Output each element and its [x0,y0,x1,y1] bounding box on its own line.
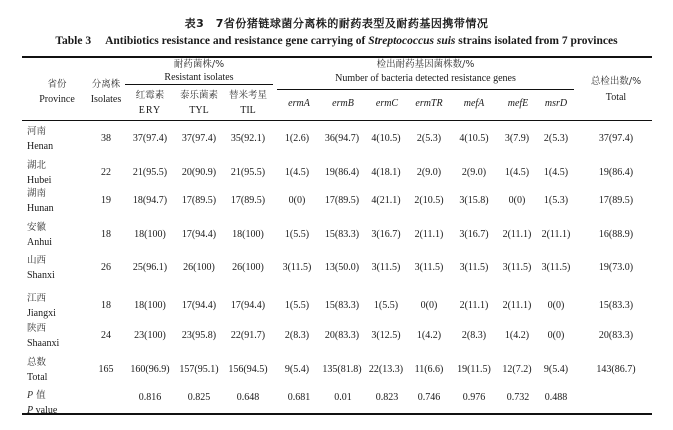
cell-isolates: 38 [101,133,111,144]
province-cn: 山西 [27,255,47,266]
header-gene-msrD: msrD [544,98,568,109]
cell-ermC: 22(13.3) [368,364,404,375]
cell-mefA: 3(15.8) [459,195,489,206]
cell-total: 15(83.3) [598,300,634,311]
province-cn: 湖南 [27,188,47,199]
cell-mefA: 3(11.5) [459,262,489,273]
cell-msrD: 1(4.5) [543,167,569,178]
cell-ermC: 3(11.5) [371,262,401,273]
cell-ery: 160(96.9) [130,364,170,375]
cell-tyl: 17(89.5) [181,195,217,206]
cell-ermTR: 2(5.3) [416,133,442,144]
pvalue-ermC: 0.823 [375,392,399,403]
province-cell [27,321,59,351]
cell-ermC: 4(18.1) [371,167,401,178]
cell-tyl: 26(100) [183,262,215,273]
header-gene-ermA: ermA [288,98,310,109]
cell-ermTR: 2(11.1) [414,229,444,240]
cell-mefE: 2(11.1) [502,300,532,311]
cell-ermA: 9(5.4) [284,364,310,375]
province-cn: 湖北 [27,160,47,171]
cell-ermTR: 11(6.6) [414,364,444,375]
cell-isolates: 24 [101,330,111,341]
header-gene-ermC: ermC [375,98,399,109]
pvalue-til: 0.648 [236,392,260,403]
pvalue-ermTR: 0.746 [417,392,441,403]
cell-ermTR: 0(0) [420,300,438,311]
cell-mefE: 3(7.9) [504,133,530,144]
province-cell [27,291,56,321]
header-province-en: Province [39,94,75,105]
pvalue-ermB: 0.01 [334,392,352,403]
cell-ermC: 4(21.1) [371,195,401,206]
cell-ermTR: 3(11.5) [414,262,444,273]
province-en: Hunan [27,203,54,214]
province-cn: 安徽 [27,222,47,233]
cell-isolates: 19 [101,195,111,206]
cell-mefA: 2(11.1) [459,300,489,311]
cell-mefE: 0(0) [508,195,526,206]
header-genes-en: Number of bacteria detected resistance genes [335,73,516,84]
header-drug-tyl-cn: 泰乐菌素 [179,90,218,101]
province-en: Anhui [27,237,52,248]
cell-ermA: 1(5.5) [284,300,310,311]
header-total-cn: 总检出数/% [590,76,642,87]
pvalue-label-en: value [35,405,58,416]
cell-msrD: 0(0) [547,330,565,341]
cell-msrD: 3(11.5) [541,262,571,273]
header-drug-til-cn: 替米考星 [228,90,267,101]
cell-ermC: 4(10.5) [371,133,401,144]
header-drug-ery-cn: 红霉素 [135,90,165,101]
cell-ermA: 1(5.5) [284,229,310,240]
cell-ermA: 1(4.5) [284,167,310,178]
cell-isolates: 22 [101,167,111,178]
cell-total: 17(89.5) [598,195,634,206]
header-genes-cn: 检出耐药基因菌株数/% [376,59,475,70]
cell-ermA: 2(8.3) [284,330,310,341]
header-gene-ermTR: ermTR [415,98,443,109]
pvalue-p-en: P [27,405,34,416]
province-cell [27,186,54,216]
header-isolates-en: Isolates [90,94,122,105]
table-caption-en [0,35,673,47]
header-total-en: Total [605,92,627,103]
province-en: Total [27,372,48,383]
province-en: Hubei [27,175,52,186]
cell-total: 20(83.3) [598,330,634,341]
cell-isolates: 26 [101,262,111,273]
bottom-rule [22,413,652,415]
pvalue-ermA: 0.681 [287,392,311,403]
cell-ery: 37(97.4) [132,133,168,144]
cell-ermTR: 1(4.2) [416,330,442,341]
province-cell [27,158,51,188]
cell-ermA: 3(11.5) [282,262,312,273]
cell-msrD: 2(5.3) [543,133,569,144]
cell-ermB: 15(83.3) [324,300,360,311]
header-gene-mefE: mefE [507,98,529,109]
cell-ermTR: 2(10.5) [414,195,444,206]
pvalue-mefE: 0.732 [506,392,530,403]
caption-label: Table 3 [55,35,92,47]
cell-tyl: 157(95.1) [179,364,219,375]
province-en: Jiangxi [27,308,56,319]
cell-til: 26(100) [232,262,264,273]
cell-til: 22(91.7) [230,330,266,341]
province-cn: 河南 [27,126,47,137]
pvalue-p: P [27,390,34,401]
header-drug-til-en: TIL [240,105,256,116]
header-gene-mefA: mefA [463,98,485,109]
cell-total: 143(86.7) [596,364,636,375]
cell-ery: 23(100) [134,330,166,341]
caption-text-after: strains isolated from 7 provinces [455,35,618,47]
cell-ery: 18(100) [134,300,166,311]
cell-ermB: 36(94.7) [324,133,360,144]
province-cell [27,253,55,283]
cell-ery: 18(100) [134,229,166,240]
cell-msrD: 1(5.3) [543,195,569,206]
cell-mefE: 2(11.1) [502,229,532,240]
cell-mefE: 3(11.5) [502,262,532,273]
province-cn: 总数 [27,357,47,368]
cell-ermTR: 2(9.0) [416,167,442,178]
province-cell [27,220,52,250]
cell-tyl: 17(94.4) [181,229,217,240]
cell-ermB: 13(50.0) [324,262,360,273]
cell-til: 21(95.5) [230,167,266,178]
cell-mefA: 2(9.0) [461,167,487,178]
province-cn: 陕西 [27,323,47,334]
header-isolates-cn: 分离株 [91,79,121,90]
cell-msrD: 0(0) [547,300,565,311]
cell-ery: 25(96.1) [132,262,168,273]
cell-ery: 18(94.7) [132,195,168,206]
province-cn: 江西 [27,293,47,304]
cell-tyl: 23(95.8) [181,330,217,341]
pvalue-label [27,388,57,418]
cell-ermB: 19(86.4) [324,167,360,178]
caption-species: Streptococcus suis [368,35,456,47]
cell-msrD: 2(11.1) [541,229,571,240]
caption-text-before: Antibiotics resistance and resistance gene carrying of [105,35,369,47]
header-province-cn: 省份 [47,79,67,90]
cell-mefA: 19(11.5) [457,364,491,375]
cell-ermB: 20(83.3) [324,330,360,341]
province-en: Henan [27,141,54,152]
table-caption-cn: 表3 7省份猪链球菌分离株的耐药表型及耐药基因携带情况 [184,17,489,30]
cell-mefE: 12(7.2) [502,364,532,375]
pvalue-msrD: 0.488 [544,392,568,403]
header-resistant-en: Resistant isolates [164,72,234,83]
header-drug-ery-en: ERY [138,105,162,116]
cell-ermB: 15(83.3) [324,229,360,240]
cell-ermC: 3(12.5) [371,330,401,341]
cell-msrD: 9(5.4) [543,364,569,375]
cell-ermC: 3(16.7) [371,229,401,240]
cell-isolates: 18 [101,300,111,311]
cell-isolates: 18 [101,229,111,240]
header-drug-tyl-en: TYL [189,105,209,116]
header-bottom-rule [22,120,652,121]
pvalue-ery: 0.816 [138,392,162,403]
cell-mefA: 3(16.7) [459,229,489,240]
cell-ermB: 17(89.5) [324,195,360,206]
cell-tyl: 37(97.4) [181,133,217,144]
cell-mefE: 1(4.2) [504,330,530,341]
cell-til: 17(94.4) [230,300,266,311]
cell-isolates: 165 [98,364,114,375]
cell-ermB: 135(81.8) [322,364,362,375]
pvalue-tyl: 0.825 [187,392,211,403]
header-resistant-cn: 耐药菌株/% [173,59,225,70]
cell-mefE: 1(4.5) [504,167,530,178]
header-gene-ermB: ermB [332,98,354,109]
cell-ermA: 1(2.6) [284,133,310,144]
cell-total: 16(88.9) [598,229,634,240]
province-en: Shanxi [27,270,55,281]
cell-til: 17(89.5) [230,195,266,206]
cell-total: 19(73.0) [598,262,634,273]
cell-mefA: 2(8.3) [461,330,487,341]
cell-til: 18(100) [232,229,264,240]
pvalue-label-cn: 值 [36,390,46,401]
cell-ermA: 0(0) [288,195,306,206]
province-en: Shaanxi [27,338,60,349]
resistant-subrule [125,84,273,85]
province-cell [27,355,47,385]
cell-ery: 21(95.5) [132,167,168,178]
province-cell [27,124,53,154]
cell-total: 19(86.4) [598,167,634,178]
cell-ermC: 1(5.5) [373,300,399,311]
cell-tyl: 20(90.9) [181,167,217,178]
genes-subrule [277,89,574,90]
cell-total: 37(97.4) [598,133,634,144]
pvalue-mefA: 0.976 [462,392,486,403]
cell-mefA: 4(10.5) [459,133,489,144]
cell-til: 35(92.1) [230,133,266,144]
cell-til: 156(94.5) [228,364,268,375]
cell-tyl: 17(94.4) [181,300,217,311]
